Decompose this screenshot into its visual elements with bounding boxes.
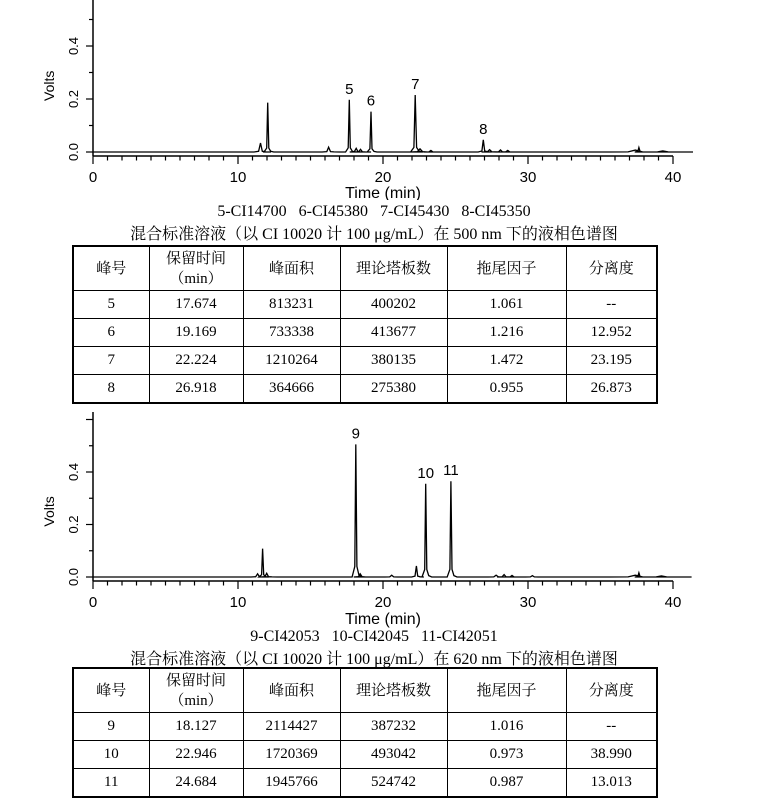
- cell: 26.873: [566, 375, 657, 404]
- table-row: [73, 347, 657, 375]
- y-axis-tick-label: 0.4: [66, 462, 81, 482]
- x-axis-title: Time (min): [345, 611, 421, 628]
- cell: 0.955: [447, 375, 566, 404]
- y-axis-tick-label: 0.0: [66, 567, 81, 587]
- cell: 10: [73, 741, 149, 769]
- cell: 12.952: [566, 319, 657, 347]
- cell: 1720369: [243, 741, 340, 769]
- cell: 24.684: [149, 769, 243, 798]
- table-row: [73, 319, 657, 347]
- peak-table-620nm: [72, 667, 658, 798]
- cell: 493042: [340, 741, 447, 769]
- cell: 1.061: [447, 291, 566, 319]
- cell: 380135: [340, 347, 447, 375]
- table-row: [73, 769, 657, 798]
- peak-label-7: 7: [411, 76, 420, 94]
- axis-ticks: [86, 420, 673, 590]
- table-row: [73, 741, 657, 769]
- y-axis-title: Volts: [41, 496, 57, 527]
- cell: --: [566, 713, 657, 741]
- cell: 524742: [340, 769, 447, 798]
- peak-label-11: 11: [443, 462, 459, 480]
- column-header-0: 峰号: [73, 668, 149, 713]
- column-header-4: 拖尾因子: [447, 668, 566, 713]
- column-header-0: 峰号: [73, 246, 149, 291]
- cell: 0.973: [447, 741, 566, 769]
- x-axis-tick-label: 30: [519, 594, 537, 611]
- cell: 2114427: [243, 713, 340, 741]
- cell: 19.169: [149, 319, 243, 347]
- axes: [93, 412, 673, 581]
- table-row: [73, 375, 657, 404]
- signal-trace: [93, 92, 693, 152]
- cell: 7: [73, 347, 149, 375]
- column-header-5: 分离度: [566, 668, 657, 713]
- chromatogram-500nm-chart: [0, 0, 759, 200]
- column-header-1: 保留时间 （min）: [149, 246, 243, 291]
- cell: 1.216: [447, 319, 566, 347]
- cell: 6: [73, 319, 149, 347]
- cell: 813231: [243, 291, 340, 319]
- column-header-4: 拖尾因子: [447, 246, 566, 291]
- peak-label-6: 6: [366, 92, 376, 110]
- cell: 22.224: [149, 347, 243, 375]
- chart2-title-caption: 混合标准溶液（以 CI 10020 计 100 μg/mL）在 620 nm 下的液相色谱图: [130, 651, 618, 668]
- table-header-row: [73, 246, 657, 291]
- column-header-1: 保留时间 （min）: [149, 668, 243, 713]
- y-axis-title: Volts: [41, 70, 57, 101]
- cell: 26.918: [149, 375, 243, 404]
- x-axis-tick-label: 0: [88, 594, 98, 611]
- cell: 18.127: [149, 713, 243, 741]
- peak-table-500nm: [72, 245, 658, 404]
- chart2-peak-id-caption: 9-CI42053 10-CI42045 11-CI42051: [250, 628, 498, 645]
- peak-label-10: 10: [417, 464, 435, 482]
- cell: 413677: [340, 319, 447, 347]
- column-header-2: 峰面积: [243, 668, 340, 713]
- x-axis-title: Time (min): [345, 185, 421, 200]
- cell: 1.016: [447, 713, 566, 741]
- chromatogram-620nm-chart: [0, 405, 759, 630]
- column-header-5: 分离度: [566, 246, 657, 291]
- x-axis-tick-label: 30: [519, 169, 537, 186]
- chart1-peak-id-caption: 5-CI14700 6-CI45380 7-CI45430 8-CI45350: [217, 203, 531, 220]
- peak-label-8: 8: [479, 120, 488, 138]
- cell: 23.195: [566, 347, 657, 375]
- x-axis-tick-label: 40: [664, 594, 682, 611]
- chart1-title-caption: 混合标准溶液（以 CI 10020 计 100 μg/mL）在 500 nm 下的液相色谱图: [130, 226, 618, 243]
- peak-label-9: 9: [351, 425, 361, 443]
- axis-ticks: [86, 20, 673, 165]
- table-header-row: [73, 668, 657, 713]
- cell: 11: [73, 769, 149, 798]
- cell: 1210264: [243, 347, 340, 375]
- y-axis-tick-label: 0.2: [66, 515, 81, 534]
- x-axis-tick-label: 20: [374, 169, 392, 186]
- y-axis-tick-label: 0.2: [66, 89, 81, 109]
- x-axis-tick-label: 10: [229, 594, 247, 611]
- x-axis-tick-label: 0: [88, 169, 98, 186]
- cell: 733338: [243, 319, 340, 347]
- y-axis-tick-label: 0.4: [66, 36, 81, 56]
- cell: 5: [73, 291, 149, 319]
- cell: 400202: [340, 291, 447, 319]
- y-axis-tick-label: 0.0: [66, 142, 81, 162]
- table-row: [73, 713, 657, 741]
- cell: 0.987: [447, 769, 566, 798]
- cell: 275380: [340, 375, 447, 404]
- cell: 1945766: [243, 769, 340, 798]
- column-header-3: 理论塔板数: [340, 668, 447, 713]
- table-row: [73, 291, 657, 319]
- cell: 13.013: [566, 769, 657, 798]
- cell: 8: [73, 375, 149, 404]
- cell: 387232: [340, 713, 447, 741]
- cell: 38.990: [566, 741, 657, 769]
- cell: 9: [73, 713, 149, 741]
- cell: 1.472: [447, 347, 566, 375]
- cell: 17.674: [149, 291, 243, 319]
- axes: [93, 0, 673, 156]
- cell: --: [566, 291, 657, 319]
- x-axis-tick-label: 40: [664, 169, 682, 186]
- x-axis-tick-label: 20: [374, 594, 392, 611]
- column-header-3: 理论塔板数: [340, 246, 447, 291]
- peak-label-5: 5: [345, 80, 354, 98]
- x-axis-tick-label: 10: [229, 169, 247, 186]
- column-header-2: 峰面积: [243, 246, 340, 291]
- cell: 22.946: [149, 741, 243, 769]
- cell: 364666: [243, 375, 340, 404]
- signal-trace: [93, 444, 692, 577]
